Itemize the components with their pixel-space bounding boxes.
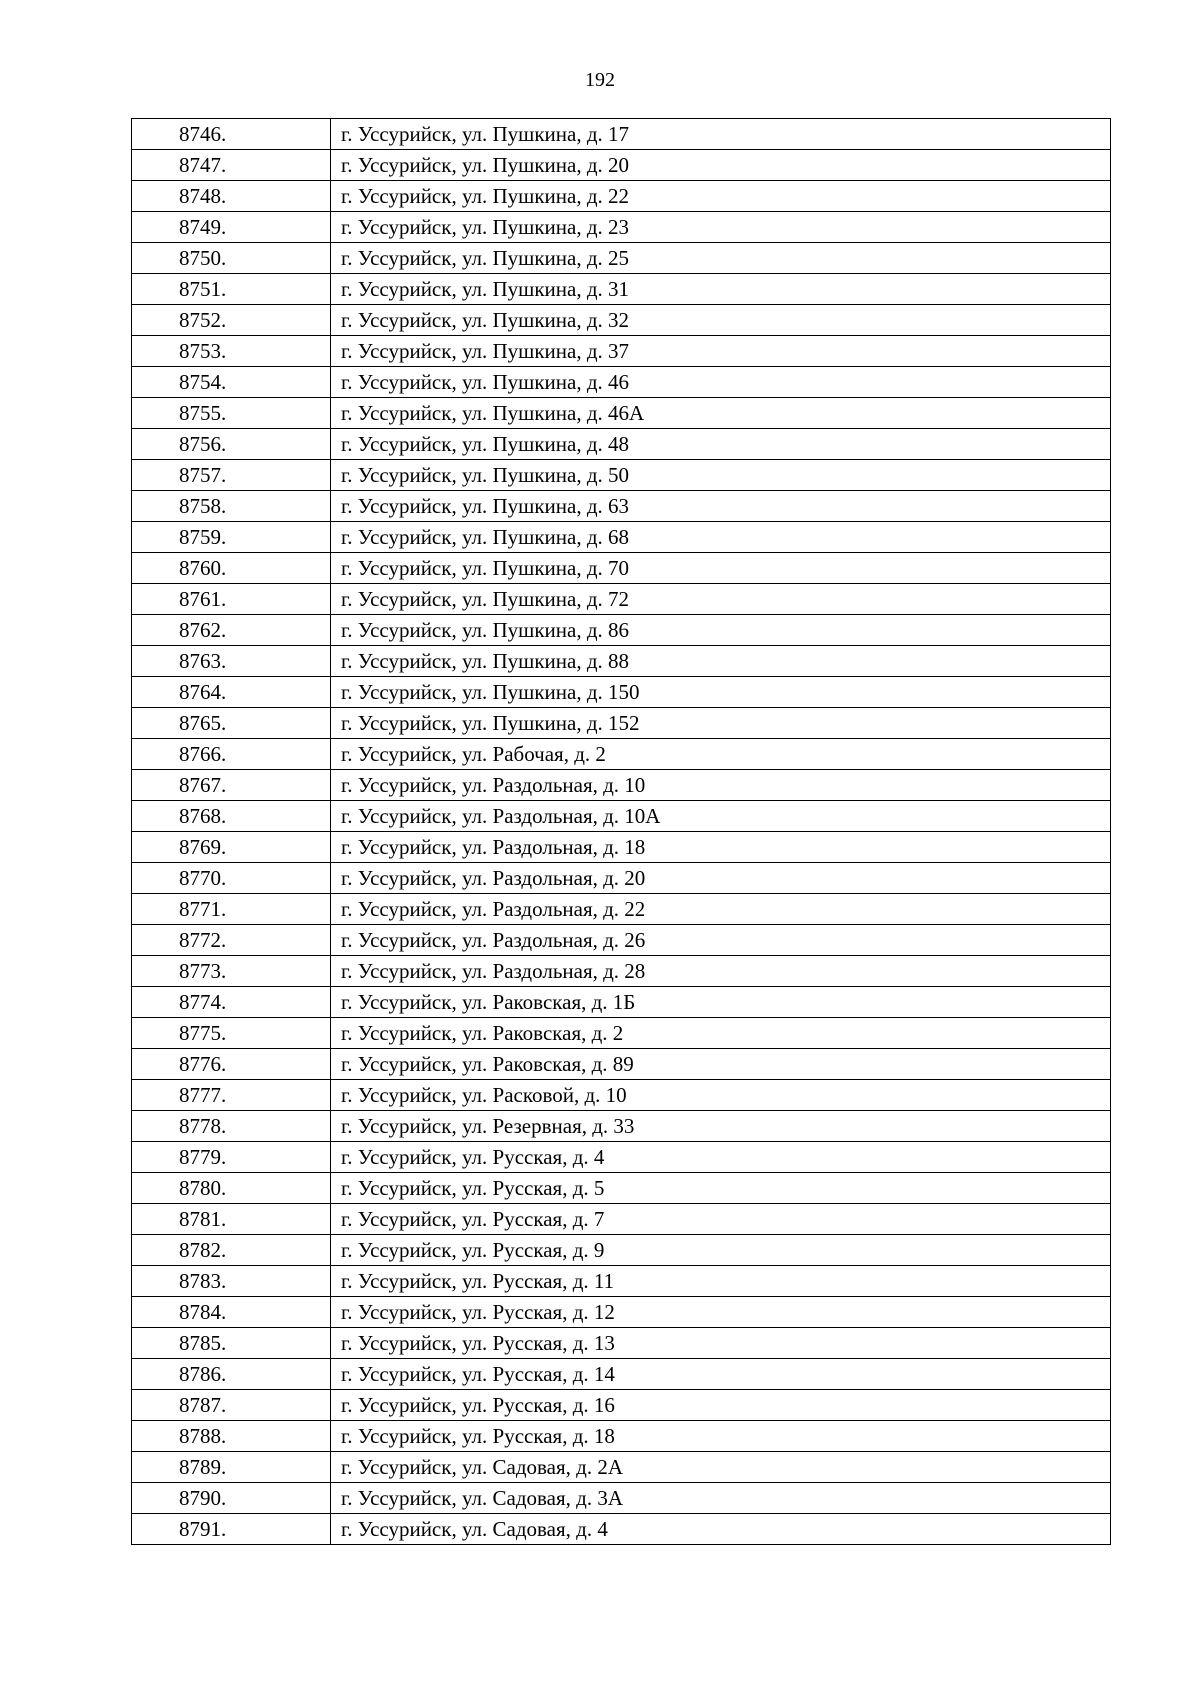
row-number-cell: 8768.: [132, 801, 331, 832]
address-table-body: [132, 119, 1111, 1545]
address-cell: г. Уссурийск, ул. Русская, д. 16: [331, 1390, 1111, 1421]
table-row: [132, 367, 1111, 398]
table-row: [132, 832, 1111, 863]
row-number-cell: 8754.: [132, 367, 331, 398]
row-number-cell: 8786.: [132, 1359, 331, 1390]
address-cell: г. Уссурийск, ул. Раковская, д. 89: [331, 1049, 1111, 1080]
address-cell: г. Уссурийск, ул. Русская, д. 13: [331, 1328, 1111, 1359]
row-number-cell: 8752.: [132, 305, 331, 336]
row-number-cell: 8784.: [132, 1297, 331, 1328]
row-number-cell: 8751.: [132, 274, 331, 305]
table-row: [132, 1297, 1111, 1328]
table-row: [132, 398, 1111, 429]
table-row: [132, 894, 1111, 925]
table-row: [132, 1421, 1111, 1452]
address-cell: г. Уссурийск, ул. Пушкина, д. 150: [331, 677, 1111, 708]
address-cell: г. Уссурийск, ул. Пушкина, д. 63: [331, 491, 1111, 522]
row-number-cell: 8781.: [132, 1204, 331, 1235]
row-number-cell: 8773.: [132, 956, 331, 987]
table-row: [132, 1328, 1111, 1359]
table-row: [132, 1018, 1111, 1049]
address-cell: г. Уссурийск, ул. Русская, д. 11: [331, 1266, 1111, 1297]
row-number-cell: 8750.: [132, 243, 331, 274]
table-row: [132, 863, 1111, 894]
table-row: [132, 925, 1111, 956]
row-number-cell: 8760.: [132, 553, 331, 584]
table-row: [132, 615, 1111, 646]
row-number-cell: 8764.: [132, 677, 331, 708]
row-number-cell: 8785.: [132, 1328, 331, 1359]
row-number-cell: 8774.: [132, 987, 331, 1018]
table-row: [132, 181, 1111, 212]
row-number-cell: 8790.: [132, 1483, 331, 1514]
table-row: [132, 1080, 1111, 1111]
address-cell: г. Уссурийск, ул. Садовая, д. 2А: [331, 1452, 1111, 1483]
table-row: [132, 553, 1111, 584]
row-number-cell: 8759.: [132, 522, 331, 553]
address-cell: г. Уссурийск, ул. Резервная, д. 33: [331, 1111, 1111, 1142]
table-row: [132, 770, 1111, 801]
address-cell: г. Уссурийск, ул. Пушкина, д. 25: [331, 243, 1111, 274]
table-row: [132, 1266, 1111, 1297]
row-number-cell: 8780.: [132, 1173, 331, 1204]
address-cell: г. Уссурийск, ул. Раздольная, д. 22: [331, 894, 1111, 925]
table-row: [132, 1142, 1111, 1173]
row-number-cell: 8782.: [132, 1235, 331, 1266]
row-number-cell: 8769.: [132, 832, 331, 863]
row-number-cell: 8748.: [132, 181, 331, 212]
row-number-cell: 8777.: [132, 1080, 331, 1111]
row-number-cell: 8746.: [132, 119, 331, 150]
table-row: [132, 212, 1111, 243]
table-row: [132, 1514, 1111, 1545]
row-number-cell: 8789.: [132, 1452, 331, 1483]
table-row: [132, 119, 1111, 150]
address-cell: г. Уссурийск, ул. Раковская, д. 2: [331, 1018, 1111, 1049]
row-number-cell: 8787.: [132, 1390, 331, 1421]
address-cell: г. Уссурийск, ул. Раздольная, д. 28: [331, 956, 1111, 987]
address-cell: г. Уссурийск, ул. Садовая, д. 4: [331, 1514, 1111, 1545]
address-cell: г. Уссурийск, ул. Пушкина, д. 22: [331, 181, 1111, 212]
row-number-cell: 8771.: [132, 894, 331, 925]
address-cell: г. Уссурийск, ул. Раковская, д. 1Б: [331, 987, 1111, 1018]
row-number-cell: 8766.: [132, 739, 331, 770]
address-cell: г. Уссурийск, ул. Пушкина, д. 32: [331, 305, 1111, 336]
address-cell: г. Уссурийск, ул. Пушкина, д. 37: [331, 336, 1111, 367]
table-row: [132, 801, 1111, 832]
table-row: [132, 1111, 1111, 1142]
address-cell: г. Уссурийск, ул. Пушкина, д. 17: [331, 119, 1111, 150]
row-number-cell: 8758.: [132, 491, 331, 522]
address-cell: г. Уссурийск, ул. Русская, д. 5: [331, 1173, 1111, 1204]
row-number-cell: 8775.: [132, 1018, 331, 1049]
row-number-cell: 8755.: [132, 398, 331, 429]
address-cell: г. Уссурийск, ул. Раздольная, д. 20: [331, 863, 1111, 894]
table-row: [132, 305, 1111, 336]
table-row: [132, 739, 1111, 770]
table-row: [132, 1235, 1111, 1266]
table-row: [132, 1483, 1111, 1514]
table-row: [132, 956, 1111, 987]
table-row: [132, 336, 1111, 367]
address-cell: г. Уссурийск, ул. Пушкина, д. 68: [331, 522, 1111, 553]
address-cell: г. Уссурийск, ул. Пушкина, д. 88: [331, 646, 1111, 677]
address-cell: г. Уссурийск, ул. Пушкина, д. 46: [331, 367, 1111, 398]
table-row: [132, 243, 1111, 274]
row-number-cell: 8767.: [132, 770, 331, 801]
address-cell: г. Уссурийск, ул. Пушкина, д. 50: [331, 460, 1111, 491]
row-number-cell: 8783.: [132, 1266, 331, 1297]
address-cell: г. Уссурийск, ул. Расковой, д. 10: [331, 1080, 1111, 1111]
row-number-cell: 8756.: [132, 429, 331, 460]
row-number-cell: 8747.: [132, 150, 331, 181]
address-cell: г. Уссурийск, ул. Пушкина, д. 20: [331, 150, 1111, 181]
address-cell: г. Уссурийск, ул. Русская, д. 9: [331, 1235, 1111, 1266]
table-row: [132, 1390, 1111, 1421]
address-cell: г. Уссурийск, ул. Пушкина, д. 70: [331, 553, 1111, 584]
row-number-cell: 8761.: [132, 584, 331, 615]
address-cell: г. Уссурийск, ул. Пушкина, д. 86: [331, 615, 1111, 646]
table-row: [132, 1359, 1111, 1390]
table-row: [132, 150, 1111, 181]
table-row: [132, 987, 1111, 1018]
row-number-cell: 8778.: [132, 1111, 331, 1142]
table-row: [132, 677, 1111, 708]
row-number-cell: 8788.: [132, 1421, 331, 1452]
table-row: [132, 646, 1111, 677]
address-cell: г. Уссурийск, ул. Пушкина, д. 72: [331, 584, 1111, 615]
table-row: [132, 491, 1111, 522]
table-row: [132, 708, 1111, 739]
row-number-cell: 8776.: [132, 1049, 331, 1080]
row-number-cell: 8791.: [132, 1514, 331, 1545]
address-table: [131, 118, 1111, 1545]
address-cell: г. Уссурийск, ул. Русская, д. 4: [331, 1142, 1111, 1173]
table-row: [132, 1452, 1111, 1483]
row-number-cell: 8770.: [132, 863, 331, 894]
table-row: [132, 460, 1111, 491]
row-number-cell: 8772.: [132, 925, 331, 956]
table-row: [132, 274, 1111, 305]
address-cell: г. Уссурийск, ул. Садовая, д. 3А: [331, 1483, 1111, 1514]
address-cell: г. Уссурийск, ул. Русская, д. 12: [331, 1297, 1111, 1328]
address-cell: г. Уссурийск, ул. Пушкина, д. 48: [331, 429, 1111, 460]
row-number-cell: 8763.: [132, 646, 331, 677]
address-cell: г. Уссурийск, ул. Пушкина, д. 46А: [331, 398, 1111, 429]
row-number-cell: 8779.: [132, 1142, 331, 1173]
table-row: [132, 1204, 1111, 1235]
address-cell: г. Уссурийск, ул. Русская, д. 18: [331, 1421, 1111, 1452]
address-cell: г. Уссурийск, ул. Пушкина, д. 152: [331, 708, 1111, 739]
address-cell: г. Уссурийск, ул. Раздольная, д. 26: [331, 925, 1111, 956]
table-row: [132, 522, 1111, 553]
address-cell: г. Уссурийск, ул. Рабочая, д. 2: [331, 739, 1111, 770]
address-cell: г. Уссурийск, ул. Русская, д. 14: [331, 1359, 1111, 1390]
row-number-cell: 8765.: [132, 708, 331, 739]
page-number: 192: [585, 69, 615, 91]
address-cell: г. Уссурийск, ул. Пушкина, д. 23: [331, 212, 1111, 243]
row-number-cell: 8757.: [132, 460, 331, 491]
row-number-cell: 8749.: [132, 212, 331, 243]
row-number-cell: 8762.: [132, 615, 331, 646]
row-number-cell: 8753.: [132, 336, 331, 367]
address-cell: г. Уссурийск, ул. Пушкина, д. 31: [331, 274, 1111, 305]
address-cell: г. Уссурийск, ул. Раздольная, д. 18: [331, 832, 1111, 863]
address-cell: г. Уссурийск, ул. Русская, д. 7: [331, 1204, 1111, 1235]
address-cell: г. Уссурийск, ул. Раздольная, д. 10А: [331, 801, 1111, 832]
table-row: [132, 429, 1111, 460]
table-row: [132, 584, 1111, 615]
table-row: [132, 1173, 1111, 1204]
table-row: [132, 1049, 1111, 1080]
address-cell: г. Уссурийск, ул. Раздольная, д. 10: [331, 770, 1111, 801]
